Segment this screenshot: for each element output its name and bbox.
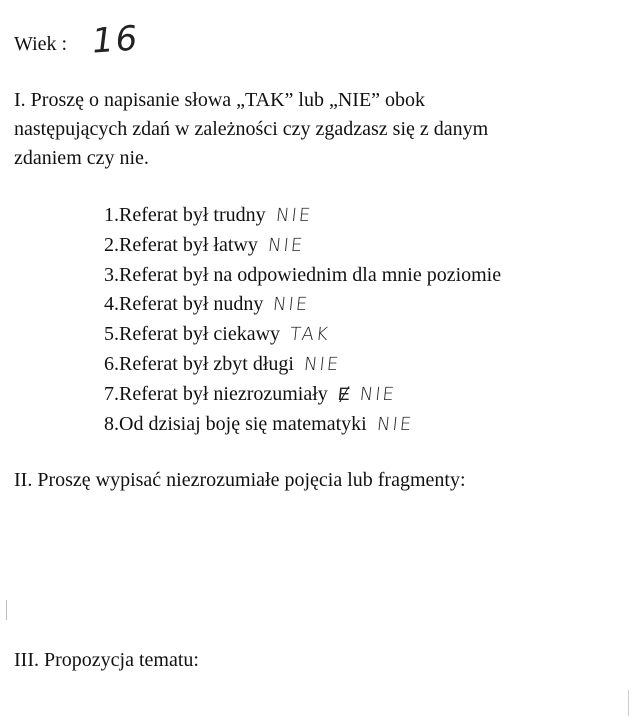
instruction-line: następujących zdań w zależności czy zgadzasz się z danym — [14, 118, 489, 140]
instruction-line: I. Proszę o napisanie słowa „TAK” lub „NIE” obok — [14, 89, 426, 111]
question-item — [104, 410, 511, 440]
scan-mark — [628, 690, 629, 716]
question-text: 7.Referat był niezrozumiały — [104, 382, 328, 405]
question-text: 2.Referat był łatwy — [104, 233, 258, 256]
handwritten-answer: NIE — [375, 413, 414, 435]
question-text: 4.Referat był nudny — [104, 293, 264, 316]
handwritten-answer: Ɇ NIE — [336, 383, 397, 405]
question-item — [104, 201, 511, 231]
handwritten-answer: NIE — [272, 294, 311, 316]
question-item — [104, 320, 511, 350]
section-three-title: III. Propozycja tematu: — [14, 649, 199, 671]
section-one-instructions — [14, 86, 488, 173]
section-two-title: II. Proszę wypisać niezrozumiałe pojęcia lub fragmenty: — [14, 469, 466, 491]
question-text: 6.Referat był zbyt długi — [104, 352, 294, 375]
scan-mark — [6, 600, 7, 620]
question-list — [104, 201, 511, 439]
question-text: 3.Referat był na odpowiednim dla mnie poziomie — [104, 263, 502, 286]
question-text: 1.Referat był trudny — [104, 204, 266, 226]
question-item — [104, 231, 511, 261]
question-text: 8.Od dzisiaj boję się matematyki — [104, 412, 367, 435]
age-handwritten-value: 16 — [90, 18, 141, 62]
question-item — [104, 380, 511, 410]
handwritten-answer: NIE — [266, 234, 306, 256]
question-item — [104, 261, 511, 291]
question-item — [104, 290, 511, 320]
handwritten-answer: TAK — [288, 324, 331, 346]
instruction-line: zdaniem czy nie. — [14, 147, 149, 169]
handwritten-answer: NIE — [302, 353, 342, 375]
question-text: 5.Referat był ciekawy — [104, 323, 281, 346]
handwritten-answer: NIE — [274, 205, 313, 226]
question-item — [104, 350, 511, 380]
age-label: Wiek : — [14, 33, 68, 55]
